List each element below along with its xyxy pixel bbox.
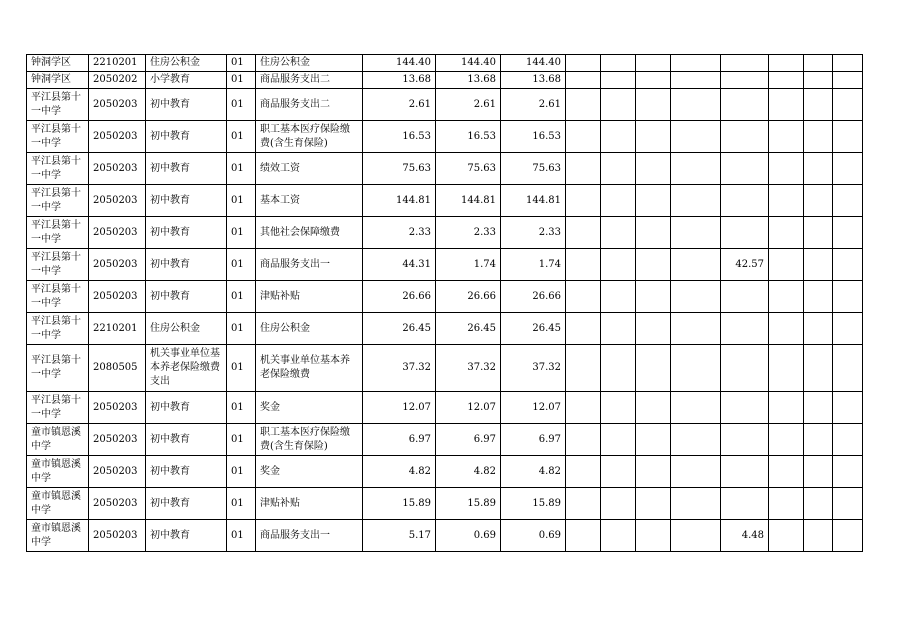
table-row xyxy=(27,392,863,424)
category-cell: 住房公积金 xyxy=(146,55,227,72)
empty-cell xyxy=(804,281,833,313)
empty-cell xyxy=(601,424,636,456)
item-cell: 奖金 xyxy=(256,392,363,424)
item-cell: 机关事业单位基本养老保险缴费 xyxy=(256,345,363,392)
empty-cell xyxy=(804,313,833,345)
code-cell: 2050203 xyxy=(89,153,146,185)
table-row xyxy=(27,281,863,313)
extra-value-cell xyxy=(721,185,769,217)
sub-cell: 01 xyxy=(227,121,256,153)
empty-cell xyxy=(636,456,671,488)
empty-cell xyxy=(636,345,671,392)
total-cell: 5.17 xyxy=(363,520,436,552)
table-row xyxy=(27,121,863,153)
sub-cell: 01 xyxy=(227,424,256,456)
empty-cell xyxy=(566,520,601,552)
empty-cell xyxy=(833,456,863,488)
total-cell: 12.07 xyxy=(363,392,436,424)
empty-cell xyxy=(769,488,804,520)
empty-cell xyxy=(566,424,601,456)
value1-cell: 144.40 xyxy=(436,55,501,72)
code-cell: 2050203 xyxy=(89,121,146,153)
category-cell: 初中教育 xyxy=(146,424,227,456)
value2-cell: 2.33 xyxy=(501,217,566,249)
category-cell: 初中教育 xyxy=(146,488,227,520)
total-cell: 13.68 xyxy=(363,72,436,89)
code-cell: 2050203 xyxy=(89,249,146,281)
sub-cell: 01 xyxy=(227,345,256,392)
value1-cell: 13.68 xyxy=(436,72,501,89)
empty-cell xyxy=(636,121,671,153)
unit-cell: 平江县第十一中学 xyxy=(27,153,89,185)
item-cell: 商品服务支出一 xyxy=(256,520,363,552)
value1-cell: 1.74 xyxy=(436,249,501,281)
total-cell: 16.53 xyxy=(363,121,436,153)
empty-cell xyxy=(769,72,804,89)
category-cell: 机关事业单位基本养老保险缴费支出 xyxy=(146,345,227,392)
empty-cell xyxy=(804,488,833,520)
unit-cell: 钟洞学区 xyxy=(27,72,89,89)
empty-cell xyxy=(601,456,636,488)
extra-value-cell xyxy=(721,55,769,72)
category-cell: 初中教育 xyxy=(146,217,227,249)
value2-cell: 15.89 xyxy=(501,488,566,520)
empty-cell xyxy=(671,392,721,424)
empty-cell xyxy=(804,392,833,424)
item-cell: 商品服务支出一 xyxy=(256,249,363,281)
empty-cell xyxy=(566,185,601,217)
value2-cell: 13.68 xyxy=(501,72,566,89)
unit-cell: 童市镇恩溪中学 xyxy=(27,456,89,488)
value2-cell: 26.45 xyxy=(501,313,566,345)
empty-cell xyxy=(636,185,671,217)
item-cell: 奖金 xyxy=(256,456,363,488)
extra-value-cell xyxy=(721,456,769,488)
empty-cell xyxy=(601,392,636,424)
empty-cell xyxy=(833,153,863,185)
empty-cell xyxy=(804,520,833,552)
code-cell: 2050203 xyxy=(89,456,146,488)
extra-value-cell xyxy=(721,392,769,424)
budget-table xyxy=(26,54,863,552)
value1-cell: 4.82 xyxy=(436,456,501,488)
code-cell: 2050203 xyxy=(89,217,146,249)
total-cell: 144.81 xyxy=(363,185,436,217)
empty-cell xyxy=(671,488,721,520)
empty-cell xyxy=(769,185,804,217)
extra-value-cell xyxy=(721,153,769,185)
empty-cell xyxy=(769,281,804,313)
empty-cell xyxy=(601,121,636,153)
value2-cell: 75.63 xyxy=(501,153,566,185)
table-row xyxy=(27,520,863,552)
empty-cell xyxy=(601,345,636,392)
code-cell: 2050203 xyxy=(89,185,146,217)
unit-cell: 平江县第十一中学 xyxy=(27,392,89,424)
empty-cell xyxy=(601,72,636,89)
empty-cell xyxy=(566,281,601,313)
item-cell: 住房公积金 xyxy=(256,55,363,72)
empty-cell xyxy=(671,72,721,89)
empty-cell xyxy=(804,72,833,89)
empty-cell xyxy=(833,217,863,249)
empty-cell xyxy=(566,55,601,72)
empty-cell xyxy=(804,121,833,153)
empty-cell xyxy=(769,313,804,345)
empty-cell xyxy=(833,281,863,313)
empty-cell xyxy=(636,249,671,281)
unit-cell: 平江县第十一中学 xyxy=(27,281,89,313)
extra-value-cell xyxy=(721,217,769,249)
empty-cell xyxy=(804,153,833,185)
unit-cell: 童市镇恩溪中学 xyxy=(27,520,89,552)
value2-cell: 16.53 xyxy=(501,121,566,153)
unit-cell: 钟洞学区 xyxy=(27,55,89,72)
category-cell: 初中教育 xyxy=(146,249,227,281)
empty-cell xyxy=(566,345,601,392)
empty-cell xyxy=(636,520,671,552)
empty-cell xyxy=(769,424,804,456)
category-cell: 小学教育 xyxy=(146,72,227,89)
empty-cell xyxy=(636,281,671,313)
empty-cell xyxy=(804,456,833,488)
empty-cell xyxy=(671,520,721,552)
sub-cell: 01 xyxy=(227,456,256,488)
empty-cell xyxy=(769,153,804,185)
table-row xyxy=(27,89,863,121)
empty-cell xyxy=(671,185,721,217)
code-cell: 2080505 xyxy=(89,345,146,392)
empty-cell xyxy=(671,153,721,185)
empty-cell xyxy=(833,392,863,424)
category-cell: 初中教育 xyxy=(146,456,227,488)
table-row xyxy=(27,456,863,488)
empty-cell xyxy=(833,488,863,520)
table-row xyxy=(27,153,863,185)
empty-cell xyxy=(804,424,833,456)
value1-cell: 2.61 xyxy=(436,89,501,121)
total-cell: 2.61 xyxy=(363,89,436,121)
empty-cell xyxy=(769,392,804,424)
table-row xyxy=(27,249,863,281)
value2-cell: 26.66 xyxy=(501,281,566,313)
unit-cell: 平江县第十一中学 xyxy=(27,121,89,153)
empty-cell xyxy=(769,345,804,392)
empty-cell xyxy=(566,456,601,488)
total-cell: 44.31 xyxy=(363,249,436,281)
empty-cell xyxy=(833,185,863,217)
code-cell: 2050203 xyxy=(89,89,146,121)
empty-cell xyxy=(671,345,721,392)
empty-cell xyxy=(566,249,601,281)
empty-cell xyxy=(601,281,636,313)
sub-cell: 01 xyxy=(227,392,256,424)
empty-cell xyxy=(601,249,636,281)
table-row xyxy=(27,345,863,392)
extra-value-cell: 42.57 xyxy=(721,249,769,281)
total-cell: 15.89 xyxy=(363,488,436,520)
empty-cell xyxy=(636,313,671,345)
empty-cell xyxy=(804,185,833,217)
category-cell: 初中教育 xyxy=(146,121,227,153)
empty-cell xyxy=(833,520,863,552)
value1-cell: 2.33 xyxy=(436,217,501,249)
value1-cell: 15.89 xyxy=(436,488,501,520)
empty-cell xyxy=(566,72,601,89)
total-cell: 144.40 xyxy=(363,55,436,72)
value1-cell: 16.53 xyxy=(436,121,501,153)
value1-cell: 12.07 xyxy=(436,392,501,424)
unit-cell: 平江县第十一中学 xyxy=(27,185,89,217)
value2-cell: 144.40 xyxy=(501,55,566,72)
empty-cell xyxy=(769,249,804,281)
table-row xyxy=(27,72,863,89)
value2-cell: 0.69 xyxy=(501,520,566,552)
empty-cell xyxy=(566,217,601,249)
code-cell: 2210201 xyxy=(89,55,146,72)
empty-cell xyxy=(566,89,601,121)
empty-cell xyxy=(671,313,721,345)
category-cell: 初中教育 xyxy=(146,392,227,424)
item-cell: 职工基本医疗保险缴费(含生育保险) xyxy=(256,424,363,456)
table-row xyxy=(27,185,863,217)
sub-cell: 01 xyxy=(227,72,256,89)
empty-cell xyxy=(804,249,833,281)
empty-cell xyxy=(671,121,721,153)
value2-cell: 6.97 xyxy=(501,424,566,456)
extra-value-cell xyxy=(721,72,769,89)
empty-cell xyxy=(804,217,833,249)
unit-cell: 平江县第十一中学 xyxy=(27,313,89,345)
item-cell: 基本工资 xyxy=(256,185,363,217)
sub-cell: 01 xyxy=(227,89,256,121)
empty-cell xyxy=(804,55,833,72)
empty-cell xyxy=(804,89,833,121)
table-row xyxy=(27,488,863,520)
code-cell: 2050203 xyxy=(89,520,146,552)
item-cell: 绩效工资 xyxy=(256,153,363,185)
empty-cell xyxy=(566,488,601,520)
empty-cell xyxy=(636,89,671,121)
total-cell: 4.82 xyxy=(363,456,436,488)
empty-cell xyxy=(769,55,804,72)
empty-cell xyxy=(833,345,863,392)
empty-cell xyxy=(671,217,721,249)
empty-cell xyxy=(601,185,636,217)
item-cell: 其他社会保障缴费 xyxy=(256,217,363,249)
empty-cell xyxy=(636,72,671,89)
sub-cell: 01 xyxy=(227,281,256,313)
value2-cell: 37.32 xyxy=(501,345,566,392)
category-cell: 初中教育 xyxy=(146,185,227,217)
unit-cell: 童市镇恩溪中学 xyxy=(27,424,89,456)
value1-cell: 144.81 xyxy=(436,185,501,217)
value1-cell: 26.45 xyxy=(436,313,501,345)
extra-value-cell xyxy=(721,121,769,153)
sub-cell: 01 xyxy=(227,153,256,185)
empty-cell xyxy=(769,89,804,121)
unit-cell: 平江县第十一中学 xyxy=(27,89,89,121)
category-cell: 住房公积金 xyxy=(146,313,227,345)
value1-cell: 26.66 xyxy=(436,281,501,313)
code-cell: 2050202 xyxy=(89,72,146,89)
value2-cell: 2.61 xyxy=(501,89,566,121)
category-cell: 初中教育 xyxy=(146,520,227,552)
table-row xyxy=(27,424,863,456)
empty-cell xyxy=(601,217,636,249)
code-cell: 2050203 xyxy=(89,488,146,520)
value2-cell: 4.82 xyxy=(501,456,566,488)
total-cell: 26.66 xyxy=(363,281,436,313)
total-cell: 26.45 xyxy=(363,313,436,345)
empty-cell xyxy=(769,121,804,153)
empty-cell xyxy=(636,424,671,456)
item-cell: 职工基本医疗保险缴费(含生育保险) xyxy=(256,121,363,153)
empty-cell xyxy=(636,153,671,185)
sub-cell: 01 xyxy=(227,520,256,552)
empty-cell xyxy=(636,392,671,424)
table-body xyxy=(27,55,863,552)
empty-cell xyxy=(636,55,671,72)
table-row xyxy=(27,217,863,249)
extra-value-cell xyxy=(721,89,769,121)
empty-cell xyxy=(833,72,863,89)
code-cell: 2050203 xyxy=(89,281,146,313)
sub-cell: 01 xyxy=(227,185,256,217)
empty-cell xyxy=(833,55,863,72)
sub-cell: 01 xyxy=(227,488,256,520)
total-cell: 6.97 xyxy=(363,424,436,456)
empty-cell xyxy=(566,313,601,345)
empty-cell xyxy=(671,89,721,121)
category-cell: 初中教育 xyxy=(146,89,227,121)
empty-cell xyxy=(769,217,804,249)
extra-value-cell xyxy=(721,313,769,345)
empty-cell xyxy=(671,249,721,281)
code-cell: 2210201 xyxy=(89,313,146,345)
unit-cell: 平江县第十一中学 xyxy=(27,249,89,281)
total-cell: 37.32 xyxy=(363,345,436,392)
empty-cell xyxy=(601,55,636,72)
empty-cell xyxy=(671,456,721,488)
empty-cell xyxy=(601,153,636,185)
sub-cell: 01 xyxy=(227,55,256,72)
empty-cell xyxy=(671,55,721,72)
value1-cell: 75.63 xyxy=(436,153,501,185)
empty-cell xyxy=(601,313,636,345)
empty-cell xyxy=(636,488,671,520)
total-cell: 2.33 xyxy=(363,217,436,249)
empty-cell xyxy=(769,520,804,552)
category-cell: 初中教育 xyxy=(146,281,227,313)
empty-cell xyxy=(671,281,721,313)
value1-cell: 6.97 xyxy=(436,424,501,456)
table-row xyxy=(27,55,863,72)
category-cell: 初中教育 xyxy=(146,153,227,185)
empty-cell xyxy=(601,89,636,121)
empty-cell xyxy=(566,121,601,153)
code-cell: 2050203 xyxy=(89,392,146,424)
sub-cell: 01 xyxy=(227,249,256,281)
empty-cell xyxy=(833,424,863,456)
empty-cell xyxy=(566,392,601,424)
extra-value-cell: 4.48 xyxy=(721,520,769,552)
extra-value-cell xyxy=(721,424,769,456)
item-cell: 津贴补贴 xyxy=(256,281,363,313)
empty-cell xyxy=(833,121,863,153)
empty-cell xyxy=(636,217,671,249)
unit-cell: 童市镇恩溪中学 xyxy=(27,488,89,520)
value1-cell: 37.32 xyxy=(436,345,501,392)
empty-cell xyxy=(804,345,833,392)
value2-cell: 1.74 xyxy=(501,249,566,281)
item-cell: 津贴补贴 xyxy=(256,488,363,520)
empty-cell xyxy=(769,456,804,488)
extra-value-cell xyxy=(721,281,769,313)
value2-cell: 12.07 xyxy=(501,392,566,424)
empty-cell xyxy=(671,424,721,456)
item-cell: 商品服务支出二 xyxy=(256,89,363,121)
value1-cell: 0.69 xyxy=(436,520,501,552)
extra-value-cell xyxy=(721,345,769,392)
value2-cell: 144.81 xyxy=(501,185,566,217)
sub-cell: 01 xyxy=(227,313,256,345)
table-row xyxy=(27,313,863,345)
total-cell: 75.63 xyxy=(363,153,436,185)
unit-cell: 平江县第十一中学 xyxy=(27,217,89,249)
item-cell: 住房公积金 xyxy=(256,313,363,345)
empty-cell xyxy=(833,89,863,121)
empty-cell xyxy=(566,153,601,185)
empty-cell xyxy=(601,488,636,520)
unit-cell: 平江县第十一中学 xyxy=(27,345,89,392)
extra-value-cell xyxy=(721,488,769,520)
empty-cell xyxy=(833,249,863,281)
sub-cell: 01 xyxy=(227,217,256,249)
item-cell: 商品服务支出二 xyxy=(256,72,363,89)
empty-cell xyxy=(833,313,863,345)
code-cell: 2050203 xyxy=(89,424,146,456)
empty-cell xyxy=(601,520,636,552)
